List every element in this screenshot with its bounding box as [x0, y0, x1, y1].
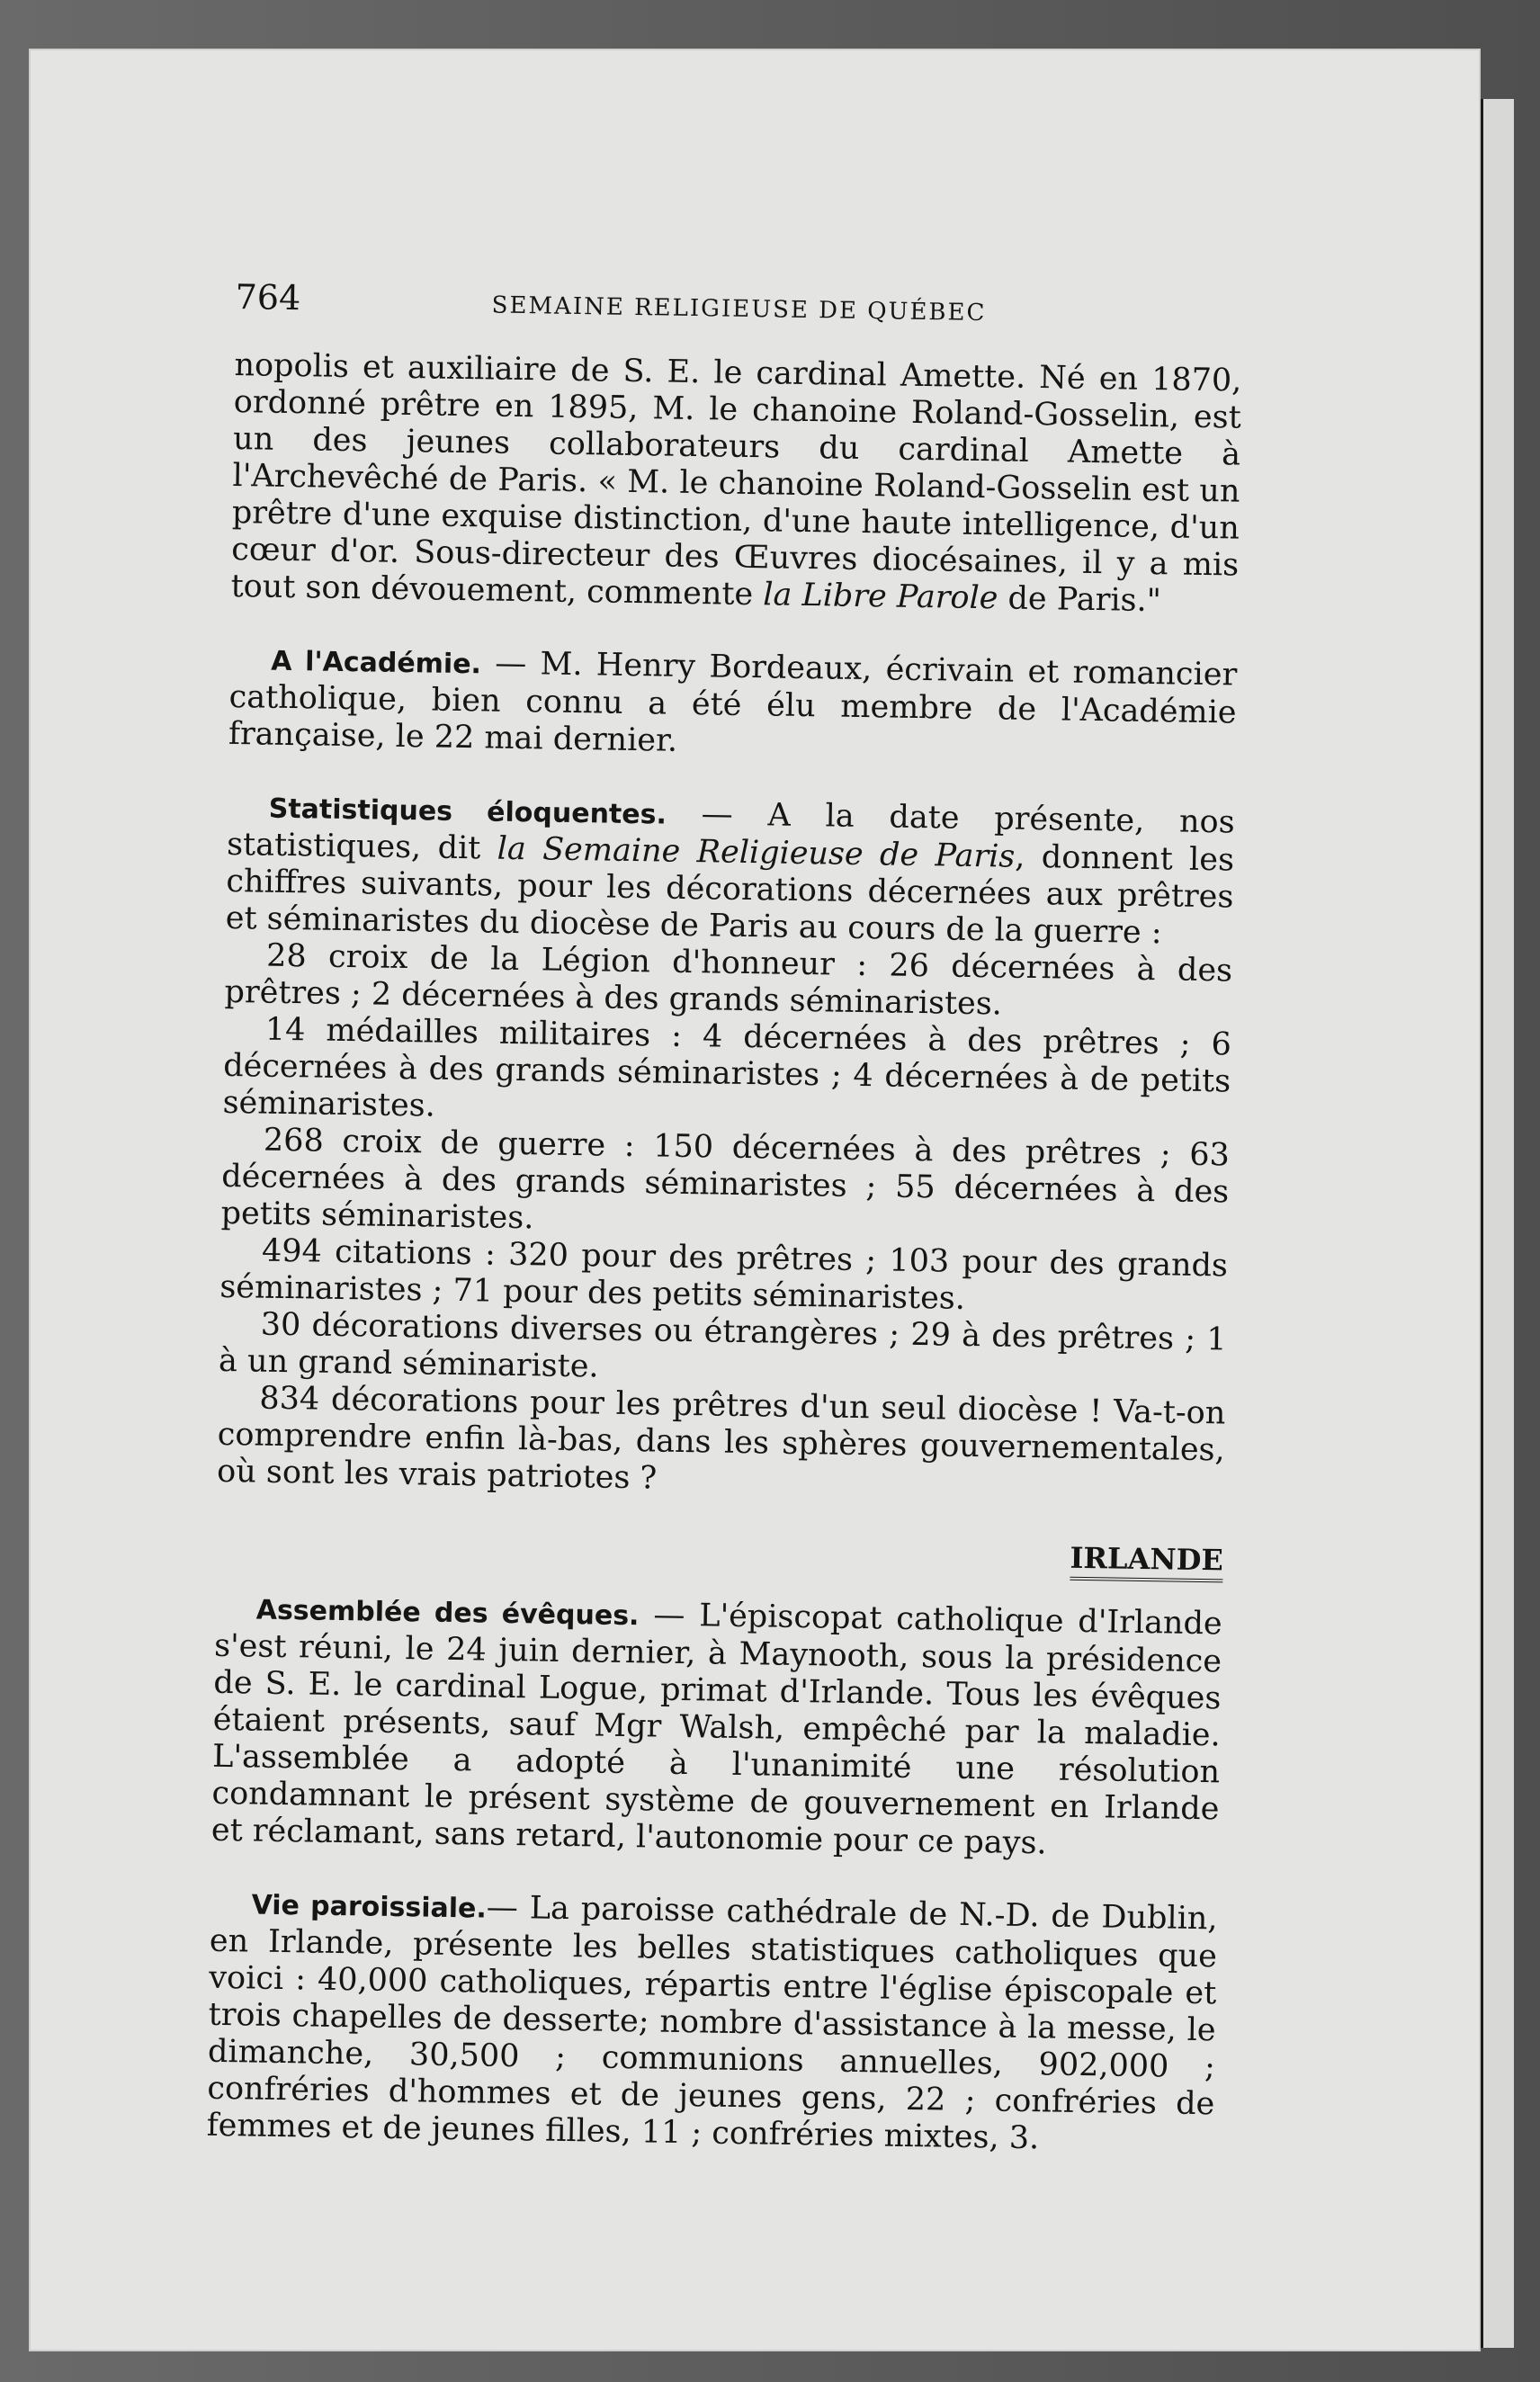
- stat-citations: 494 citations : 320 pour des prêtres ; 103 pour des grands séminaristes ; 71 pour des petits séminaristes.: [219, 1232, 1229, 1317]
- adjacent-page-edge: [1481, 99, 1514, 2348]
- paragraph-text: — La paroisse cathédrale de N.-D. de Dublin, en Irlande, présente les belles statistiques catholiques que voici : 40,000 catholiques, répartis entre l'église épiscopale et trois chapelles de desserte; nombre d'assistance à la messe, le dimanche, 30,500 ; communions annuelles, 902,000 ; confréries d'hommes et de jeunes gens, 22 ; confréries de femmes et de jeunes filles, 11 ; confréries mixtes, 3.: [206, 1889, 1218, 2157]
- paragraph-vie-paroissiale: [206, 1885, 1217, 2161]
- paragraph-text: — A la date présente, nos statistiques, dit: [226, 795, 1235, 867]
- italic-title: la Semaine Religieuse de Paris: [497, 830, 1016, 875]
- stat-medailles-militaires: 14 médailles militaires : 4 décernées à des prêtres ; 6 décernées à des grands séminaristes ; 4 décernées à de petits séminaristes.: [222, 1011, 1232, 1124]
- stat-croix-de-guerre: 268 croix de guerre : 150 décernées à des prêtres ; 63 décernées à des grands séminaristes ; 55 décernées à des petits séminaristes.: [220, 1122, 1231, 1237]
- paragraph-roland-gosselin: [230, 347, 1241, 622]
- rubric-vie-paroissiale: Vie paroissiale.: [251, 1889, 488, 1925]
- italic-title: la Libre Parole: [763, 577, 998, 617]
- paragraph-statistiques: [226, 789, 1235, 954]
- rubric-statistiques: Statistiques éloquentes.: [268, 793, 667, 831]
- paragraph-assemblee: [211, 1590, 1222, 1866]
- header-title: SEMAINE RELIGIEUSE DE QUÉBEC: [491, 291, 987, 327]
- section-heading-text: IRLANDE: [1070, 1541, 1223, 1583]
- rubric-assemblee: Assemblée des évêques.: [255, 1594, 640, 1633]
- page-number: 764: [235, 277, 301, 318]
- paragraph-text: — L'épiscopat catholique d'Irlande s'est réuni, le 24 juin dernier, à Maynooth, sous la présidence de S. E. le cardinal Logue, primat d'Irlande. Tous les évêques étaient présents, sauf Mgr Walsh, empêché par la maladie. L'assemblée a adopté à l'unanimité une résolution condamnant le présent système de gouvernement en Irlande et réclamant, sans retard, l'autonomie pour ce pays.: [210, 1597, 1222, 1862]
- paragraph-text: , donnent les chiffres suivants, pour les décorations décernées aux prêtres et séminaristes du diocèse de Paris au cours de la guerre :: [225, 838, 1235, 952]
- section-heading-irlande: [216, 1527, 1224, 1580]
- stat-legion-honneur: 28 croix de la Légion d'honneur : 26 décernées à des prêtres ; 2 décernées à des grands séminaristes.: [224, 937, 1233, 1023]
- stat-decorations-diverses: 30 décorations diverses ou étrangères ; 29 à des prêtres ; 1 à un grand séminariste.: [218, 1306, 1227, 1385]
- paragraph-academie: [228, 641, 1238, 769]
- rubric-academie: A l'Académie.: [271, 645, 482, 681]
- paragraph-text: de Paris.": [998, 580, 1162, 620]
- stat-conclusion: 834 décorations pour les prêtres d'un seul diocèse ! Va-t-on comprendre enfin là-bas, dans les sphères gouvernementales, où sont les vrais patriotes ?: [216, 1380, 1226, 1497]
- paragraph-text: nopolis et auxiliaire de S. E. le cardinal Amette. Né en 1870, ordonné prêtre en 1895, M. le chanoine Roland-Gosselin, est un des jeunes collaborateurs du cardinal Amette à l'Archevêché de Paris. « M. le chanoine Roland-Gosselin est un prêtre d'une exquise distinction, d'une haute intelligence, d'un cœur d'or. Sous-directeur des Œuvres diocésaines, il y a mis tout son dévouement, commente: [230, 346, 1242, 613]
- paragraph-text: — M. Henry Bordeaux, écrivain et romancier catholique, bien connu a été élu membre de l'Académie française, le 22 mai dernier.: [228, 645, 1238, 759]
- page-text-block: [206, 279, 1242, 2160]
